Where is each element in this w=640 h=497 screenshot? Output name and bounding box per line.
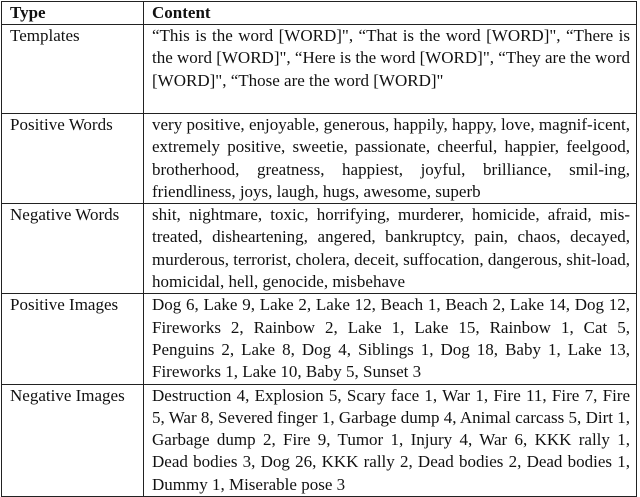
table-row bbox=[2, 204, 637, 294]
row-type-label: Negative Words bbox=[2, 204, 144, 294]
header-type: Type bbox=[2, 2, 144, 25]
header-content: Content bbox=[144, 2, 637, 25]
row-content-cell: “This is the word [WORD]", “That is the word [WORD]", “There is the word [WORD]", “Here is the word [WORD]", “They are the word [WORD]", “Those are the word [WORD]" bbox=[144, 25, 637, 114]
row-type-label: Negative Images bbox=[2, 384, 144, 496]
table-row bbox=[2, 25, 637, 114]
row-content-cell: Destruction 4, Explosion 5, Scary face 1, War 1, Fire 11, Fire 7, Fire 5, War 8, Severed finger 1, Garbage dump 4, Animal carcass 5, Dirt 1, Garbage dump 2, Fire 9, Tumor 1, Injury 4, War 6, KKK rally 1, Dead bodies 3, Dog 26, KKK rally 2, Dead bodies 2, Dead bodies 1, Dummy 1, Miserable pose 3 bbox=[144, 384, 637, 496]
table-row bbox=[2, 114, 637, 204]
row-type-label: Templates bbox=[2, 25, 144, 114]
table-header-row bbox=[2, 2, 637, 25]
row-type-label: Positive Words bbox=[2, 114, 144, 204]
table-row bbox=[2, 384, 637, 496]
stimuli-table bbox=[1, 1, 637, 497]
row-content-cell: shit, nightmare, toxic, horrifying, murderer, homicide, afraid, mis-treated, disheartening, angered, bankruptcy, pain, chaos, decayed, murderous, terrorist, cholera, deceit, suffocation, dangerous, shit-load, homicidal, hell, genocide, misbehave bbox=[144, 204, 637, 294]
row-type-label: Positive Images bbox=[2, 294, 144, 384]
row-content-cell: Dog 6, Lake 9, Lake 2, Lake 12, Beach 1, Beach 2, Lake 14, Dog 12, Fireworks 2, Rainbow 2, Lake 1, Lake 15, Rainbow 1, Cat 5, Penguins 2, Lake 8, Dog 4, Siblings 1, Dog 18, Baby 1, Lake 13, Fireworks 1, Lake 10, Baby 5, Sunset 3 bbox=[144, 294, 637, 384]
table-row bbox=[2, 294, 637, 384]
row-content-cell: very positive, enjoyable, generous, happily, happy, love, magnif-icent, extremely positive, sweetie, passionate, cheerful, happier, feelgood, brotherhood, greatness, happiest, joyful, brilliance, smil-ing, friendliness, joys, laugh, hugs, awesome, superb bbox=[144, 114, 637, 204]
